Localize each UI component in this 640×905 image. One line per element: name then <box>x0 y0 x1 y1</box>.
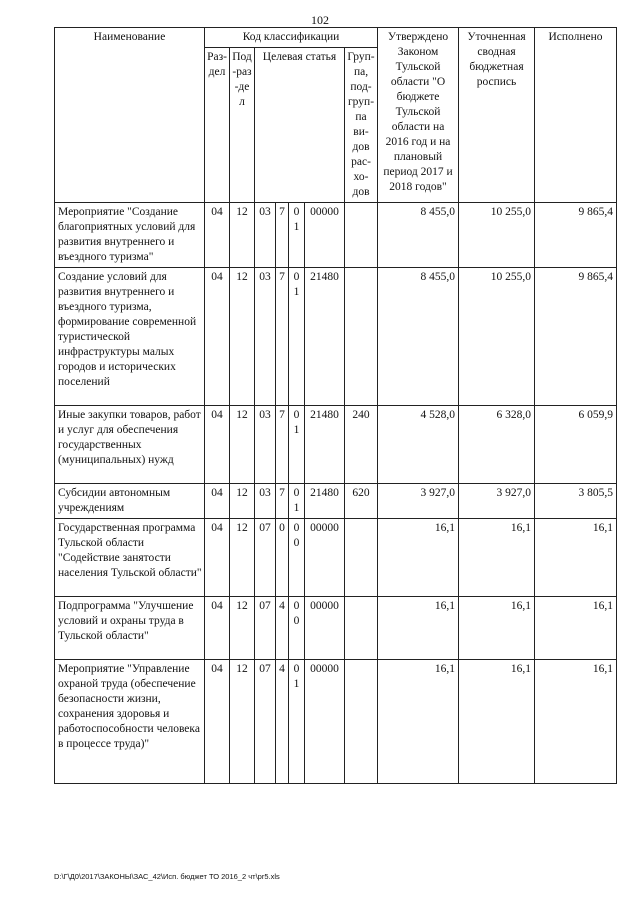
row-name: Создание условий для развития внутреннего и въездного туризма, формирование современной туристической инфраструктуры малых городов и исторических поселений <box>55 268 205 406</box>
row-code-3: 00 <box>289 597 305 660</box>
row-group <box>345 597 378 660</box>
row-group <box>345 519 378 597</box>
row-approved: 16,1 <box>378 519 459 597</box>
page-number: 102 <box>311 13 329 27</box>
row-razdel: 04 <box>205 268 230 406</box>
row-code-1: 07 <box>255 660 276 784</box>
table-row <box>55 519 617 597</box>
row-refined: 16,1 <box>459 597 535 660</box>
footer-file-path: D:\Г\Д0\2017\ЗАКОНЫ\ЗАС_42\Исп. бюджет ТО 2016_2 чт\pr5.xls <box>54 872 280 881</box>
row-razdel: 04 <box>205 406 230 484</box>
row-razdel: 04 <box>205 203 230 268</box>
row-executed: 9 865,4 <box>535 268 617 406</box>
row-code-2: 7 <box>276 406 289 484</box>
row-group <box>345 268 378 406</box>
budget-table <box>54 27 617 784</box>
row-code-3: 01 <box>289 268 305 406</box>
row-group <box>345 203 378 268</box>
row-approved: 16,1 <box>378 597 459 660</box>
row-name: Подпрограмма "Улучшение условий и охраны труда в Тульской области" <box>55 597 205 660</box>
row-code-3: 00 <box>289 519 305 597</box>
row-code-2: 0 <box>276 519 289 597</box>
row-code-1: 03 <box>255 203 276 268</box>
row-code-1: 07 <box>255 597 276 660</box>
row-executed: 16,1 <box>535 519 617 597</box>
row-code-4: 00000 <box>305 597 345 660</box>
row-group: 240 <box>345 406 378 484</box>
row-razdel: 04 <box>205 519 230 597</box>
row-approved: 8 455,0 <box>378 203 459 268</box>
table-row <box>55 406 617 484</box>
row-name: Мероприятие "Создание благоприятных условий для развития внутреннего и въездного туризма" <box>55 203 205 268</box>
row-razdel: 04 <box>205 597 230 660</box>
header-podrazdel: Под-раз-дел <box>230 48 255 203</box>
row-code-1: 03 <box>255 406 276 484</box>
row-refined: 10 255,0 <box>459 268 535 406</box>
row-code-2: 7 <box>276 203 289 268</box>
header-gruppa: Груп-па, под-груп-па ви-дов рас-хо-дов <box>345 48 378 203</box>
row-name: Мероприятие "Управление охраной труда (обеспечение безопасности жизни, сохранения здоровья и работоспособности человека в процессе труда)" <box>55 660 205 784</box>
row-executed: 9 865,4 <box>535 203 617 268</box>
table-row <box>55 597 617 660</box>
row-code-4: 00000 <box>305 203 345 268</box>
row-podrazdel: 12 <box>230 406 255 484</box>
table-row <box>55 268 617 406</box>
row-refined: 3 927,0 <box>459 484 535 519</box>
row-code-4: 21480 <box>305 406 345 484</box>
row-code-2: 7 <box>276 484 289 519</box>
header-name: Наименование <box>55 28 205 203</box>
row-executed: 3 805,5 <box>535 484 617 519</box>
row-podrazdel: 12 <box>230 268 255 406</box>
table-row <box>55 660 617 784</box>
row-code-2: 4 <box>276 660 289 784</box>
table-row <box>55 203 617 268</box>
row-code-1: 03 <box>255 268 276 406</box>
row-podrazdel: 12 <box>230 484 255 519</box>
row-executed: 6 059,9 <box>535 406 617 484</box>
row-code-2: 4 <box>276 597 289 660</box>
header-executed: Исполнено <box>535 28 617 203</box>
row-refined: 16,1 <box>459 660 535 784</box>
row-approved: 4 528,0 <box>378 406 459 484</box>
row-code-1: 03 <box>255 484 276 519</box>
row-group: 620 <box>345 484 378 519</box>
row-code-2: 7 <box>276 268 289 406</box>
row-code-4: 00000 <box>305 519 345 597</box>
row-refined: 10 255,0 <box>459 203 535 268</box>
row-approved: 8 455,0 <box>378 268 459 406</box>
row-executed: 16,1 <box>535 597 617 660</box>
header-refined: Уточненная сводная бюджетная роспись <box>459 28 535 203</box>
row-code-3: 01 <box>289 484 305 519</box>
row-group <box>345 660 378 784</box>
table-row <box>55 484 617 519</box>
row-code-3: 01 <box>289 203 305 268</box>
row-code-4: 21480 <box>305 484 345 519</box>
row-refined: 6 328,0 <box>459 406 535 484</box>
row-code-3: 01 <box>289 660 305 784</box>
row-code-1: 07 <box>255 519 276 597</box>
row-razdel: 04 <box>205 484 230 519</box>
header-code-group: Код классификации <box>205 28 378 48</box>
row-approved: 16,1 <box>378 660 459 784</box>
row-name: Государственная программа Тульской области "Содействие занятости населения Тульской области" <box>55 519 205 597</box>
row-code-4: 21480 <box>305 268 345 406</box>
row-code-3: 01 <box>289 406 305 484</box>
row-approved: 3 927,0 <box>378 484 459 519</box>
row-podrazdel: 12 <box>230 660 255 784</box>
row-name: Субсидии автономным учреждениям <box>55 484 205 519</box>
row-razdel: 04 <box>205 660 230 784</box>
row-code-4: 00000 <box>305 660 345 784</box>
header-celevaya: Целевая статья <box>255 48 345 203</box>
row-name: Иные закупки товаров, работ и услуг для обеспечения государственных (муниципальных) нужд <box>55 406 205 484</box>
row-podrazdel: 12 <box>230 203 255 268</box>
row-podrazdel: 12 <box>230 519 255 597</box>
row-podrazdel: 12 <box>230 597 255 660</box>
header-approved: Утверждено Законом Тульской области "О бюджете Тульской области на 2016 год и на плановый период 2017 и 2018 годов" <box>378 28 459 203</box>
row-executed: 16,1 <box>535 660 617 784</box>
row-refined: 16,1 <box>459 519 535 597</box>
header-razdel: Раз-дел <box>205 48 230 203</box>
